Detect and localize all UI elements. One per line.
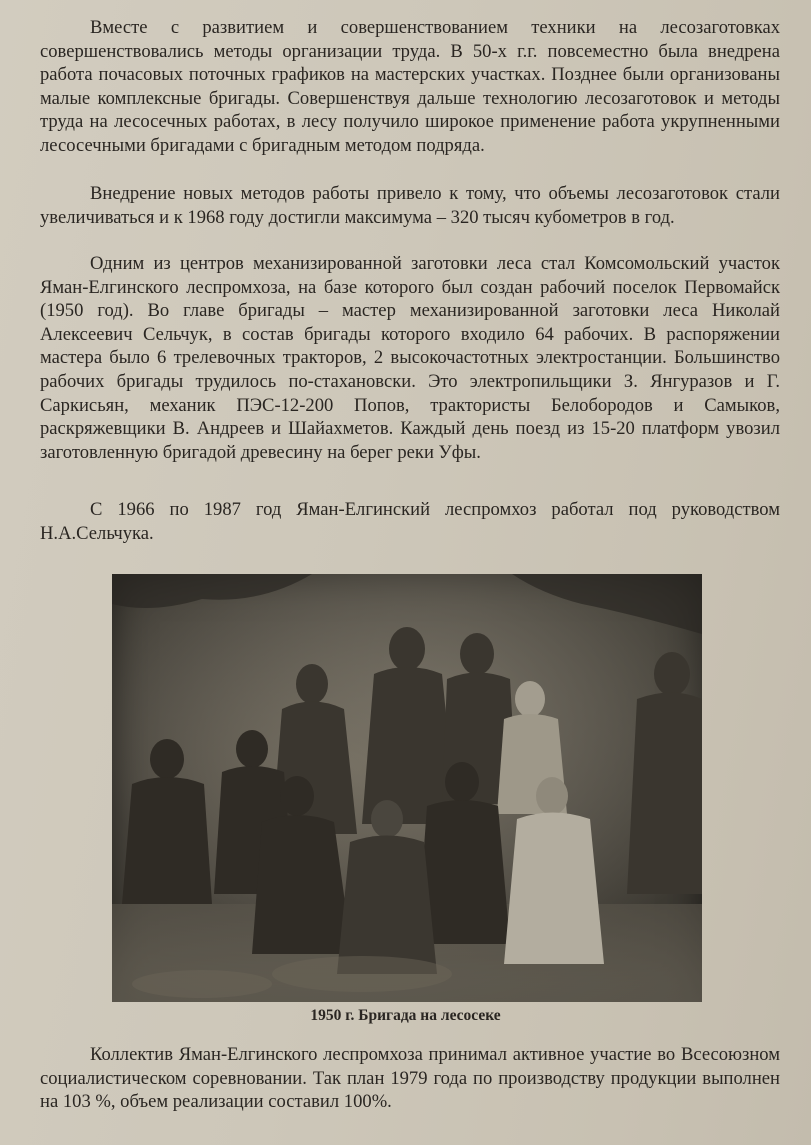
brigade-photo	[112, 574, 702, 1002]
photo-caption: 1950 г. Бригада на лесосеке	[310, 1007, 501, 1024]
brigade-photo-image	[112, 574, 702, 1002]
paragraph-3: Одним из центров механизированной заготовки леса стал Комсомольский участок Яман-Елгинского леспромхоза, на базе которого был создан рабочий поселок Первомайск (1950 год). Во главе бригады – мастер механизированной заготовки леса Николай Алексеевич Сельчук, в состав бригады которого входило 64 рабочих. В распоряжении мастера было 6 трелевочных тракторов, 2 высокочастотных электростанции. Большинство рабочих бригады трудилось по-стахановски. Это электропильщики З. Янгуразов и Г. Саркисьян, механик ПЭС-12-200 Попов, трактористы Белобородов и Самыков, раскряжевщики В. Андреев и Шайахметов. Каждый день поезд из 15-20 платформ увозил заготовленную бригадой древесину на берег реки Уфы.	[40, 253, 780, 463]
paragraph-5: Коллектив Яман-Елгинского леспромхоза принимал активное участие во Всесоюзном социалистическом соревновании. Так план 1979 года по производству продукции выполнен на 103 %, объем реализации составил 100%.	[40, 1044, 780, 1113]
paragraph-4: С 1966 по 1987 год Яман-Елгинский леспромхоз работал под руководством Н.А.Сельчука.	[40, 499, 780, 544]
paragraph-2: Внедрение новых методов работы привело к тому, что объемы лесозаготовок стали увеличиваться и к 1968 году достигли максимума – 320 тысяч кубометров в год.	[40, 183, 780, 228]
paragraph-1: Вместе с развитием и совершенствованием техники на лесозаготовках совершенствовались методы организации труда. В 50-х г.г. повсеместно была внедрена работа почасовых поточных графиков на мастерских участках. Позднее были организованы малые комплексные бригады. Совершенствуя дальше технологию лесозаготовок и методы труда на лесосечных работах, в лесу получило широкое применение работа укрупненными лесосечными бригадами с бригадным методом подряда.	[40, 17, 780, 156]
